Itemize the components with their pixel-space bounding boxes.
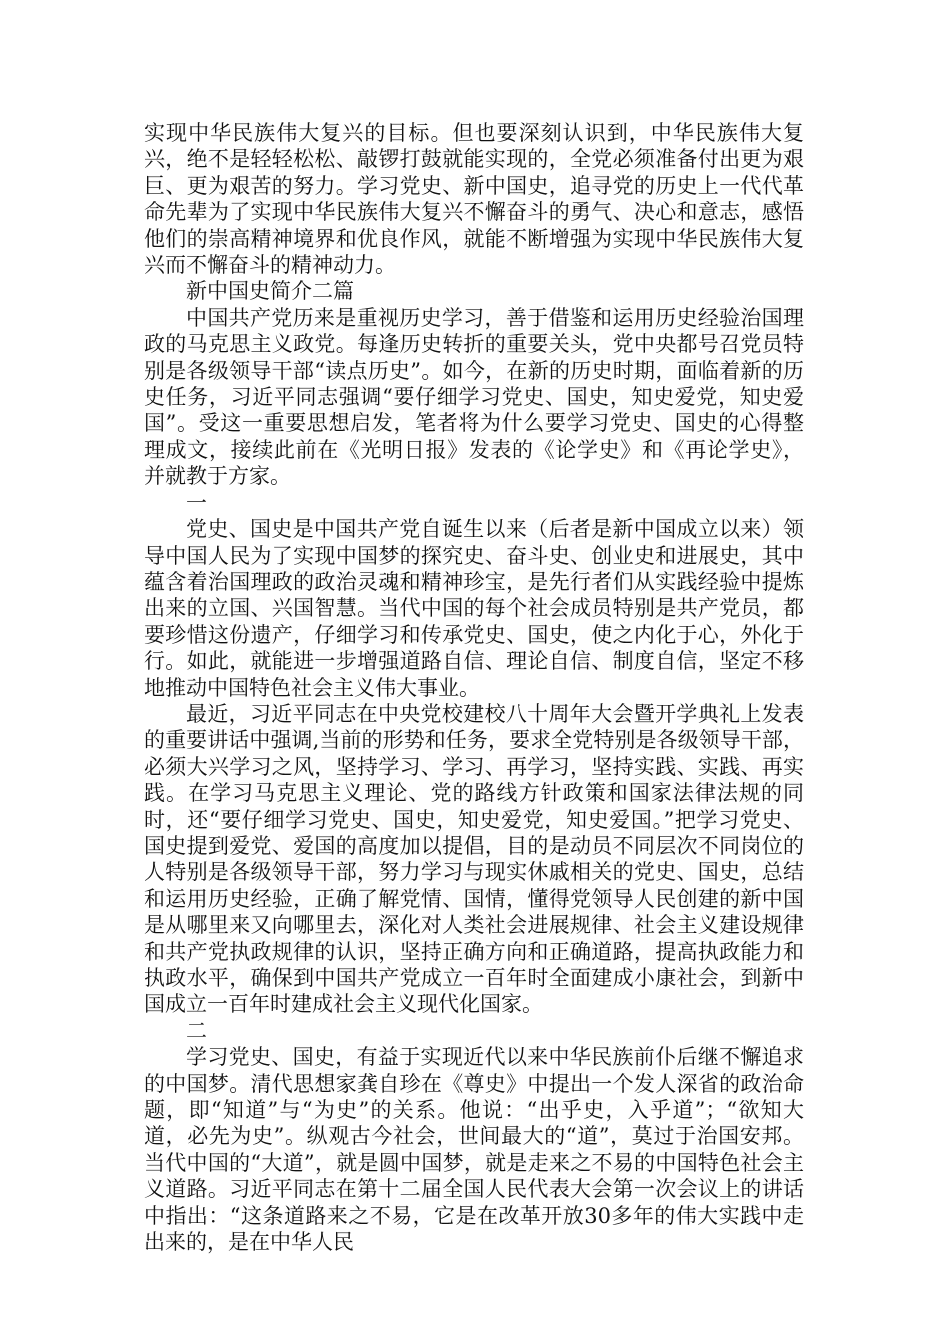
paragraph-one-a: 党史、国史是中国共产党自诞生以来（后者是新中国成立以来）领导中国人民为了实现中国梦的探究史、奋斗史、创业史和进展史，其中蕴含着治国理政的政治灵魂和精神珍宝，是先行者们从实践经验中提炼出来的立国、兴国智慧。当代中国的每个社会成员特别是共产党员，都要珍惜这份遗产，仔细学习和传承党史、国史，使之内化于心，外化于行。如此，就能进一步增强道路自信、理论自信、制度自信，坚定不移地推动中国特色社会主义伟大事业。: [144, 517, 804, 700]
section-title: 新中国史简介二篇: [186, 279, 354, 304]
section-number-one: 一: [186, 490, 207, 515]
document-page: [144, 120, 804, 1255]
paragraph-continuation: 实现中华民族伟大复兴的目标。但也要深刻认识到，中华民族伟大复兴，绝不是轻轻松松、敲锣打鼓就能实现的，全党必须准备付出更为艰巨、更为艰苦的努力。学习党史、新中国史，追寻党的历史上一代代革命先辈为了实现中华民族伟大复兴不懈奋斗的勇气、决心和意志，感悟他们的崇高精神境界和优良作风，就能不断增强为实现中华民族伟大复兴而不懈奋斗的精神动力。: [144, 121, 804, 278]
paragraph-intro: 中国共产党历来是重视历史学习，善于借鉴和运用历史经验治国理政的马克思主义政党。每逢历史转折的重要关头，党中央都号召党员特别是各级领导干部“读点历史”。如今，在新的历史时期，面临着新的历史任务，习近平同志强调“要仔细学习党史、国史，知史爱党，知史爱国”。受这一重要思想启发，笔者将为什么要学习党史、国史的心得整理成文，接续此前在《光明日报》发表的《论学史》和《再论学史》，并就教于方家。: [144, 305, 804, 489]
section-number-two: 二: [186, 1018, 207, 1043]
paragraph-one-b: 最近，习近平同志在中央党校建校八十周年大会暨开学典礼上发表的重要讲话中强调,当前的形势和任务，要求全党特别是各级领导干部，必须大兴学习之风，坚持学习、学习、再学习，坚持实践、实践、再实践。在学习马克思主义理论、党的路线方针政策和国家法律法规的同时，还“要仔细学习党史、国史，知史爱党，知史爱国。”把学习党史、国史提到爱党、爱国的高度加以提倡，目的是动员不同层次不同岗位的人特别是各级领导干部，努力学习与现实休戚相关的党史、国史，总结和运用历史经验，正确了解党情、国情，懂得党领导人民创建的新中国是从哪里来又向哪里去，深化对人类社会进展规律、社会主义建设规律和共产党执政规律的认识，坚持正确方向和正确道路，提高执政能力和执政水平，确保到中国共产党成立一百年时全面建成小康社会，到新中国成立一百年时建成社会主义现代化国家。: [144, 701, 804, 1017]
paragraph-two-a: 学习党史、国史，有益于实现近代以来中华民族前仆后继不懈追求的中国梦。清代思想家龚自珍在《尊史》中提出一个发人深省的政治命题，即“知道”与“为史”的关系。他说：“出乎史，入乎道”；“欲知大道，必先为史”。纵观古今社会，世间最大的“道”，莫过于治国安邦。当代中国的“大道”，就是圆中国梦，就是走来之不易的中国特色社会主义道路。习近平同志在第十二届全国人民代表大会第一次会议上的讲话中指出：“这条道路来之不易，它是在改革开放30多年的伟大实践中走出来的，是在中华人民: [144, 1045, 804, 1255]
